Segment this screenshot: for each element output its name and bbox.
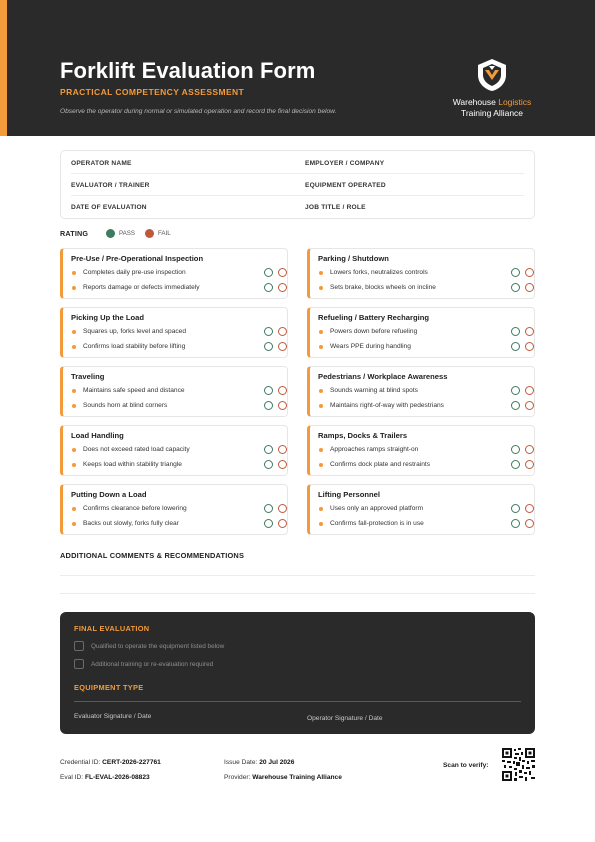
comment-line[interactable] <box>60 593 535 594</box>
evaluator-signature-label[interactable]: Evaluator Signature / Date <box>74 713 152 720</box>
job-title-field[interactable]: JOB TITLE / ROLE <box>305 204 366 211</box>
credential-id: Credential ID: CERT-2026-227761 <box>60 759 161 766</box>
fail-legend-label: FAIL <box>158 230 171 237</box>
retraining-checkbox[interactable] <box>74 659 84 669</box>
final-evaluation-title: FINAL EVALUATION <box>74 624 150 633</box>
bullet-icon <box>319 389 323 393</box>
fail-radio[interactable] <box>278 519 287 528</box>
criteria-card-title: Ramps, Docks & Trailers <box>318 431 408 440</box>
pass-radio[interactable] <box>264 445 273 454</box>
pass-radio[interactable] <box>511 504 520 513</box>
criteria-item-text: Sets brake, blocks wheels on incline <box>330 284 436 291</box>
info-row <box>71 152 524 174</box>
pass-legend-label: PASS <box>119 230 136 237</box>
pass-radio[interactable] <box>264 268 273 277</box>
criteria-item <box>318 386 530 396</box>
bullet-icon <box>72 330 76 334</box>
criteria-item-text: Sounds horn at blind corners <box>83 402 168 409</box>
criteria-card-title: Pedestrians / Workplace Awareness <box>318 372 448 381</box>
pass-radio[interactable] <box>264 401 273 410</box>
criteria-card-title: Lifting Personnel <box>318 490 381 499</box>
criteria-item-text: Lowers forks, neutralizes controls <box>330 269 428 276</box>
operator-name-field[interactable]: OPERATOR NAME <box>71 160 132 167</box>
provider: Provider: Warehouse Training Alliance <box>224 774 342 781</box>
criteria-item-text: Completes daily pre-use inspection <box>83 269 186 276</box>
criteria-card <box>60 425 288 476</box>
criteria-card <box>307 307 535 358</box>
criteria-item-text: Keeps load within stability triangle <box>83 461 182 468</box>
fail-radio[interactable] <box>525 386 534 395</box>
final-evaluation-panel <box>60 612 535 734</box>
criteria-card <box>307 248 535 299</box>
header-accent-bar <box>0 0 7 136</box>
form-subtitle: PRACTICAL COMPETENCY ASSESSMENT <box>60 87 245 97</box>
pass-radio[interactable] <box>511 386 520 395</box>
bullet-icon <box>72 389 76 393</box>
criteria-card-title: Refueling / Battery Recharging <box>318 313 429 322</box>
bullet-icon <box>72 404 76 408</box>
bullet-icon <box>319 522 323 526</box>
bullet-icon <box>319 286 323 290</box>
operator-info-box <box>60 150 535 219</box>
criteria-card <box>307 484 535 535</box>
equipment-type-title: EQUIPMENT TYPE <box>74 683 144 692</box>
criteria-item <box>318 268 530 278</box>
criteria-item-text: Backs out slowly, forks fully clear <box>83 520 179 527</box>
fail-radio[interactable] <box>278 268 287 277</box>
eval-id: Eval ID: FL-EVAL-2026-08823 <box>60 774 150 781</box>
pass-radio[interactable] <box>264 460 273 469</box>
criteria-item <box>71 519 283 529</box>
scan-to-verify-label: Scan to verify: <box>443 762 489 769</box>
qualified-label: Qualified to operate the equipment listed below <box>91 643 225 650</box>
pass-radio[interactable] <box>264 504 273 513</box>
criteria-item <box>318 504 530 514</box>
org-name-line1: Warehouse Logistics <box>452 97 532 107</box>
pass-radio[interactable] <box>264 342 273 351</box>
pass-radio[interactable] <box>264 327 273 336</box>
pass-radio[interactable] <box>264 519 273 528</box>
fail-radio[interactable] <box>278 283 287 292</box>
pass-radio[interactable] <box>511 460 520 469</box>
criteria-card <box>60 366 288 417</box>
bullet-icon <box>72 507 76 511</box>
form-title: Forklift Evaluation Form <box>60 58 316 83</box>
criteria-item <box>71 268 283 278</box>
org-name-line2: Training Alliance <box>460 108 524 118</box>
criteria-item <box>318 283 530 293</box>
evaluator-field[interactable]: EVALUATOR / TRAINER <box>71 182 150 189</box>
pass-radio[interactable] <box>264 386 273 395</box>
criteria-item <box>71 283 283 293</box>
bullet-icon <box>319 345 323 349</box>
pass-radio[interactable] <box>511 283 520 292</box>
criteria-card <box>60 248 288 299</box>
evaluation-date-field[interactable]: DATE OF EVALUATION <box>71 204 147 211</box>
criteria-item-text: Confirms dock plate and restraints <box>330 461 431 468</box>
criteria-item <box>71 504 283 514</box>
rating-label: RATING <box>60 229 89 238</box>
criteria-item <box>318 445 530 455</box>
criteria-item <box>71 327 283 337</box>
criteria-item-text: Reports damage or defects immediately <box>83 284 200 291</box>
criteria-item <box>71 401 283 411</box>
fail-radio[interactable] <box>278 386 287 395</box>
pass-radio[interactable] <box>511 327 520 336</box>
pass-radio[interactable] <box>511 401 520 410</box>
criteria-item <box>318 327 530 337</box>
criteria-card-title: Pre-Use / Pre-Operational Inspection <box>71 254 204 263</box>
bullet-icon <box>319 507 323 511</box>
bullet-icon <box>72 345 76 349</box>
fail-radio[interactable] <box>525 342 534 351</box>
criteria-item-text: Approaches ramps straight-on <box>330 446 419 453</box>
equipment-field[interactable]: EQUIPMENT OPERATED <box>305 182 386 189</box>
shield-logo-icon <box>476 58 508 92</box>
criteria-card-title: Parking / Shutdown <box>318 254 389 263</box>
fail-radio[interactable] <box>278 445 287 454</box>
qualified-checkbox[interactable] <box>74 641 84 651</box>
bullet-icon <box>72 271 76 275</box>
criteria-item-text: Confirms fall-protection is in use <box>330 520 424 527</box>
criteria-item <box>71 386 283 396</box>
pass-legend-dot <box>106 229 115 238</box>
pass-radio[interactable] <box>511 268 520 277</box>
bullet-icon <box>72 522 76 526</box>
issue-date: Issue Date: 20 Jul 2026 <box>224 759 295 766</box>
criteria-item-text: Maintains right-of-way with pedestrians <box>330 402 444 409</box>
qr-code-icon[interactable] <box>502 748 535 781</box>
fail-legend-dot <box>145 229 154 238</box>
criteria-card <box>307 366 535 417</box>
retraining-label: Additional training or re-evaluation required <box>91 661 214 668</box>
criteria-card-title: Load Handling <box>71 431 124 440</box>
form-instruction: Observe the operator during normal or simulated operation and record the final decision below. <box>60 108 337 115</box>
criteria-item <box>71 460 283 470</box>
bullet-icon <box>319 448 323 452</box>
criteria-item-text: Squares up, forks level and spaced <box>83 328 186 335</box>
criteria-card <box>60 307 288 358</box>
fail-radio[interactable] <box>525 327 534 336</box>
criteria-card-title: Putting Down a Load <box>71 490 147 499</box>
pass-radio[interactable] <box>511 519 520 528</box>
criteria-item-text: Powers down before refueling <box>330 328 418 335</box>
fail-radio[interactable] <box>278 342 287 351</box>
criteria-item <box>318 401 530 411</box>
criteria-item-text: Confirms clearance before lowering <box>83 505 187 512</box>
criteria-item <box>318 342 530 352</box>
operator-signature-label[interactable]: Operator Signature / Date <box>307 715 383 722</box>
bullet-icon <box>72 448 76 452</box>
criteria-item <box>71 342 283 352</box>
fail-radio[interactable] <box>525 460 534 469</box>
criteria-item-text: Maintains safe speed and distance <box>83 387 185 394</box>
criteria-item <box>71 445 283 455</box>
criteria-card <box>60 484 288 535</box>
comments-label: ADDITIONAL COMMENTS & RECOMMENDATIONS <box>60 551 245 560</box>
comment-line[interactable] <box>60 575 535 576</box>
fail-radio[interactable] <box>278 327 287 336</box>
fail-radio[interactable] <box>278 401 287 410</box>
pass-radio[interactable] <box>511 342 520 351</box>
pass-radio[interactable] <box>264 283 273 292</box>
fail-radio[interactable] <box>525 445 534 454</box>
criteria-card-title: Picking Up the Load <box>71 313 144 322</box>
employer-field[interactable]: EMPLOYER / COMPANY <box>305 160 385 167</box>
criteria-item-text: Uses only an approved platform <box>330 505 424 512</box>
criteria-item-text: Sounds warning at blind spots <box>330 387 418 394</box>
criteria-card-title: Traveling <box>71 372 105 381</box>
pass-radio[interactable] <box>511 445 520 454</box>
criteria-item-text: Does not exceed rated load capacity <box>83 446 190 453</box>
info-row <box>71 196 524 218</box>
fail-radio[interactable] <box>525 519 534 528</box>
bullet-icon <box>319 330 323 334</box>
bullet-icon <box>319 271 323 275</box>
criteria-item <box>318 519 530 529</box>
fail-radio[interactable] <box>525 268 534 277</box>
header-banner <box>0 0 595 136</box>
info-row <box>71 174 524 196</box>
bullet-icon <box>319 463 323 467</box>
criteria-item-text: Confirms load stability before lifting <box>83 343 186 350</box>
fail-radio[interactable] <box>525 401 534 410</box>
criteria-item <box>318 460 530 470</box>
bullet-icon <box>72 463 76 467</box>
bullet-icon <box>72 286 76 290</box>
fail-radio[interactable] <box>525 283 534 292</box>
fail-radio[interactable] <box>278 504 287 513</box>
fail-radio[interactable] <box>525 504 534 513</box>
bullet-icon <box>319 404 323 408</box>
criteria-item-text: Wears PPE during handling <box>330 343 411 350</box>
equipment-type-line[interactable] <box>74 701 521 702</box>
fail-radio[interactable] <box>278 460 287 469</box>
criteria-card <box>307 425 535 476</box>
